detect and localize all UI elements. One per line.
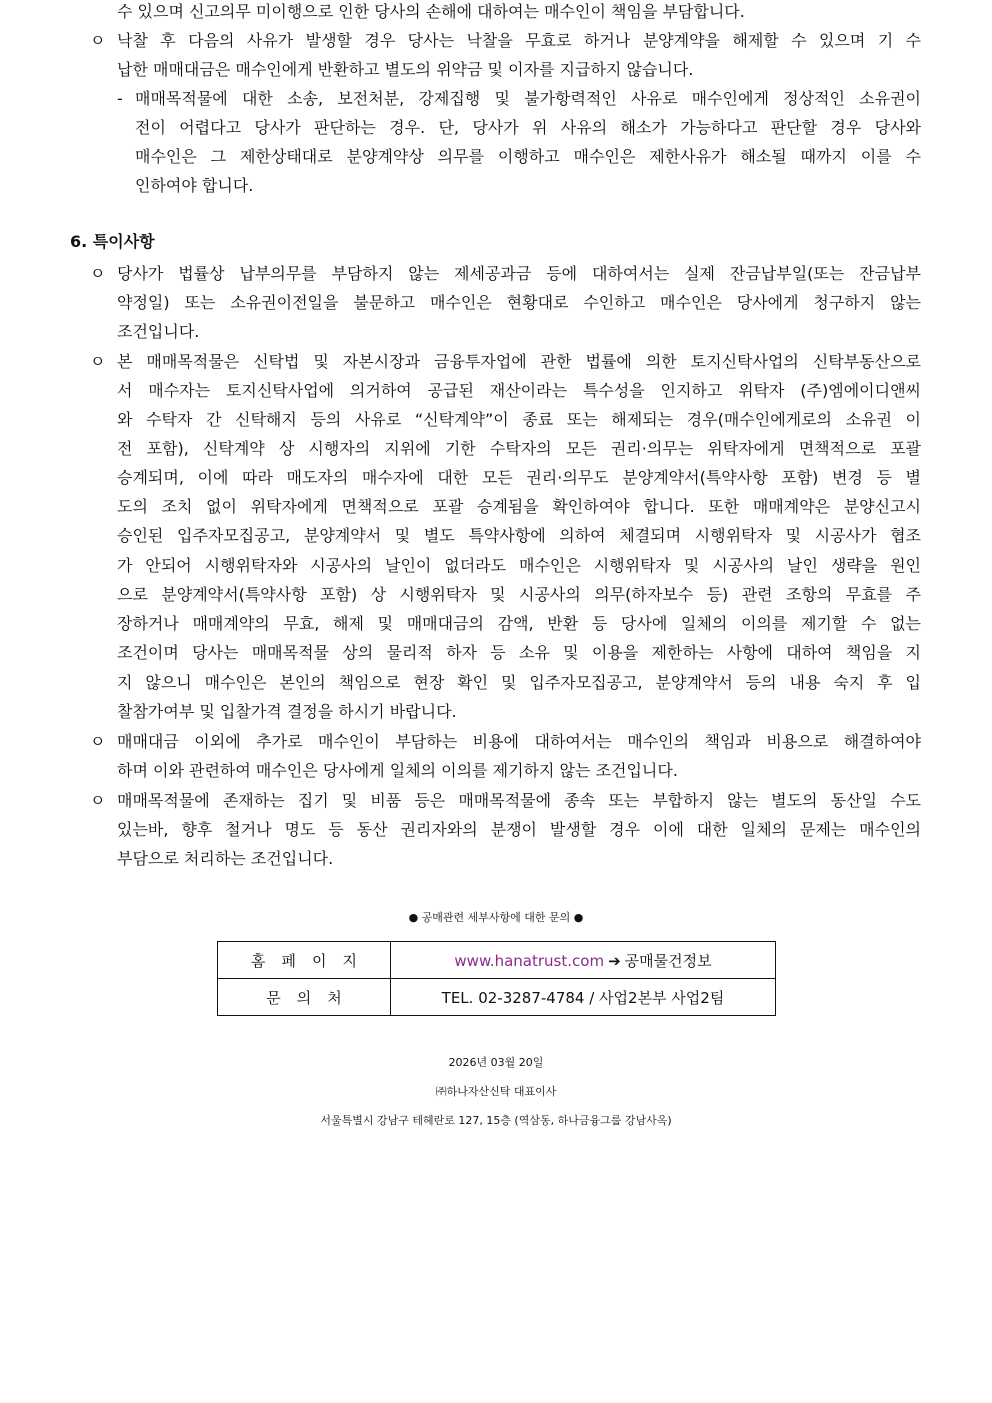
contact-table (217, 941, 776, 1016)
bullet-marker: ㅇ (90, 264, 106, 283)
bullet-line: 가 안되어 시행위탁자와 시공사의 날인이 없더라도 매수인은 시행위탁자 및 시공사의 날인 생략을 원인 (117, 556, 921, 575)
table-row (218, 979, 776, 1016)
bullet-line: 찰참가여부 및 입찰가격 결정을 하시기 바랍니다. (117, 702, 457, 721)
section-heading: 6. 특이사항 (70, 232, 155, 251)
bullet-marker: ㅇ (90, 31, 106, 50)
bullet-line: 매매대금 이외에 추가로 매수인이 부담하는 비용에 대하여서는 매수인의 책임과 비용으로 해결하여야 (117, 732, 921, 751)
bullet-line: 으로 분양계약서(특약사항 포함) 상 시행위탁자 및 시공사의 의무(하자보수 등) 관련 조항의 무효를 주 (117, 585, 921, 604)
bullet-line: 당사가 법률상 납부의무를 부담하지 않는 제세공과금 등에 대하여서는 실제 잔금납부일(또는 잔금납부 (117, 264, 921, 283)
bullet-marker: ㅇ (90, 791, 106, 810)
bullet-line: 조건이며 당사는 매매목적물 상의 물리적 하자 등 소유 및 이용을 제한하는 사항에 대하여 책임을 지 (117, 643, 921, 662)
continuation-line: 수 있으며 신고의무 미이행으로 인한 당사의 손해에 대하여는 매수인이 책임을 부담합니다. (117, 2, 745, 21)
bullet-line: 서 매수자는 토지신탁사업에 의거하여 공급된 재산이라는 특수성을 인지하고 위탁자 (주)엠에이디앤씨 (117, 381, 921, 400)
homepage-label: 홈페이지 (218, 942, 391, 979)
homepage-menu-text: 공매물건정보 (624, 951, 712, 970)
bullet-marker: ㅇ (90, 352, 106, 371)
bullet-marker: ㅇ (90, 732, 106, 751)
homepage-cell (391, 942, 776, 979)
bullet-line: 본 매매목적물은 신탁법 및 자본시장과 금융투자업에 관한 법률에 의한 토지신탁사업의 신탁부동산으로 (117, 352, 921, 371)
footer-date: 2026년 03월 20일 (448, 1056, 544, 1069)
sub-line: 매매목적물에 대한 소송, 보전처분, 강제집행 및 불가항력적인 사유로 매수인에게 정상적인 소유권이 (135, 89, 921, 108)
footer-company: ㈜하나자산신탁 대표이사 (435, 1085, 557, 1098)
bullet-line: 낙찰 후 다음의 사유가 발생할 경우 당사는 낙찰을 무효로 하거나 분양계약을 해제할 수 있으며 기 수 (117, 31, 921, 50)
bullet-line: 하며 이와 관련하여 매수인은 당사에게 일체의 이의를 제기하지 않는 조건입니다. (117, 761, 678, 780)
bullet-line: 전 포함), 신탁계약 상 시행자의 지위에 기한 수탁자의 모든 권리·의무는 위탁자에게 면책적으로 포괄 (117, 439, 921, 458)
bullet-line: 조건입니다. (117, 322, 200, 341)
arrow-right-icon: ➔ (608, 951, 621, 970)
bullet-line: 승인된 입주자모집공고, 분양계약서 및 별도 특약사항에 의하여 체결되며 시행위탁자 및 시공사가 협조 (117, 526, 921, 545)
inquiry-value: TEL. 02-3287-4784 / 사업2본부 사업2팀 (391, 979, 776, 1016)
bullet-line: 약정일) 또는 소유권이전일을 불문하고 매수인은 현황대로 수인하고 매수인은 당사에게 청구하지 않는 (117, 293, 921, 312)
bullet-line: 매매목적물에 존재하는 집기 및 비품 등은 매매목적물에 종속 또는 부합하지 않는 별도의 동산일 수도 (117, 791, 921, 810)
sub-line: 인하여야 합니다. (135, 176, 254, 195)
sub-line: 전이 어렵다고 당사가 판단하는 경우. 단, 당사가 위 사유의 해소가 가능하다고 판단할 경우 당사와 (135, 118, 921, 137)
footer-address: 서울특별시 강남구 테헤란로 127, 15층 (역삼동, 하나금융그룹 강남사옥) (320, 1114, 672, 1127)
table-row (218, 942, 776, 979)
sub-dash: - (117, 89, 123, 108)
bullet-line: 와 수탁자 간 신탁해지 등의 사유로 “신탁계약”이 종료 또는 해제되는 경우(매수인에게로의 소유권 이 (117, 410, 921, 429)
bullet-line: 장하거나 매매계약의 무효, 해제 및 매매대금의 감액, 반환 등 당사에 일체의 이의를 제기할 수 없는 (117, 614, 921, 633)
bullet-line: 승계되며, 이에 따라 매도자의 매수자에 대한 모든 권리·의무도 분양계약서(특약사항 포함) 변경 등 별 (117, 468, 921, 487)
bullet-line: 납한 매매대금은 매수인에게 반환하고 별도의 위약금 및 이자를 지급하지 않습니다. (117, 60, 694, 79)
bullet-line: 있는바, 향후 철거나 명도 등 동산 권리자와의 분쟁이 발생할 경우 이에 대한 일체의 문제는 매수인의 (117, 820, 921, 839)
sub-line: 매수인은 그 제한상태대로 분양계약상 의무를 이행하고 매수인은 제한사유가 해소될 때까지 이를 수 (135, 147, 921, 166)
bullet-line: 도의 조치 없이 위탁자에게 면책적으로 포괄 승계됨을 확인하여야 합니다. 또한 매매계약은 분양신고시 (117, 497, 921, 516)
bullet-line: 지 않으니 매수인은 본인의 책임으로 현장 확인 및 입주자모집공고, 분양계약서 등의 내용 숙지 후 입 (117, 673, 921, 692)
homepage-link[interactable]: www.hanatrust.com (454, 951, 605, 970)
bullet-line: 부담으로 처리하는 조건입니다. (117, 849, 334, 868)
inquiry-label: 문의처 (218, 979, 391, 1016)
contact-title: ● 공매관련 세부사항에 대한 문의 ● (408, 911, 584, 924)
